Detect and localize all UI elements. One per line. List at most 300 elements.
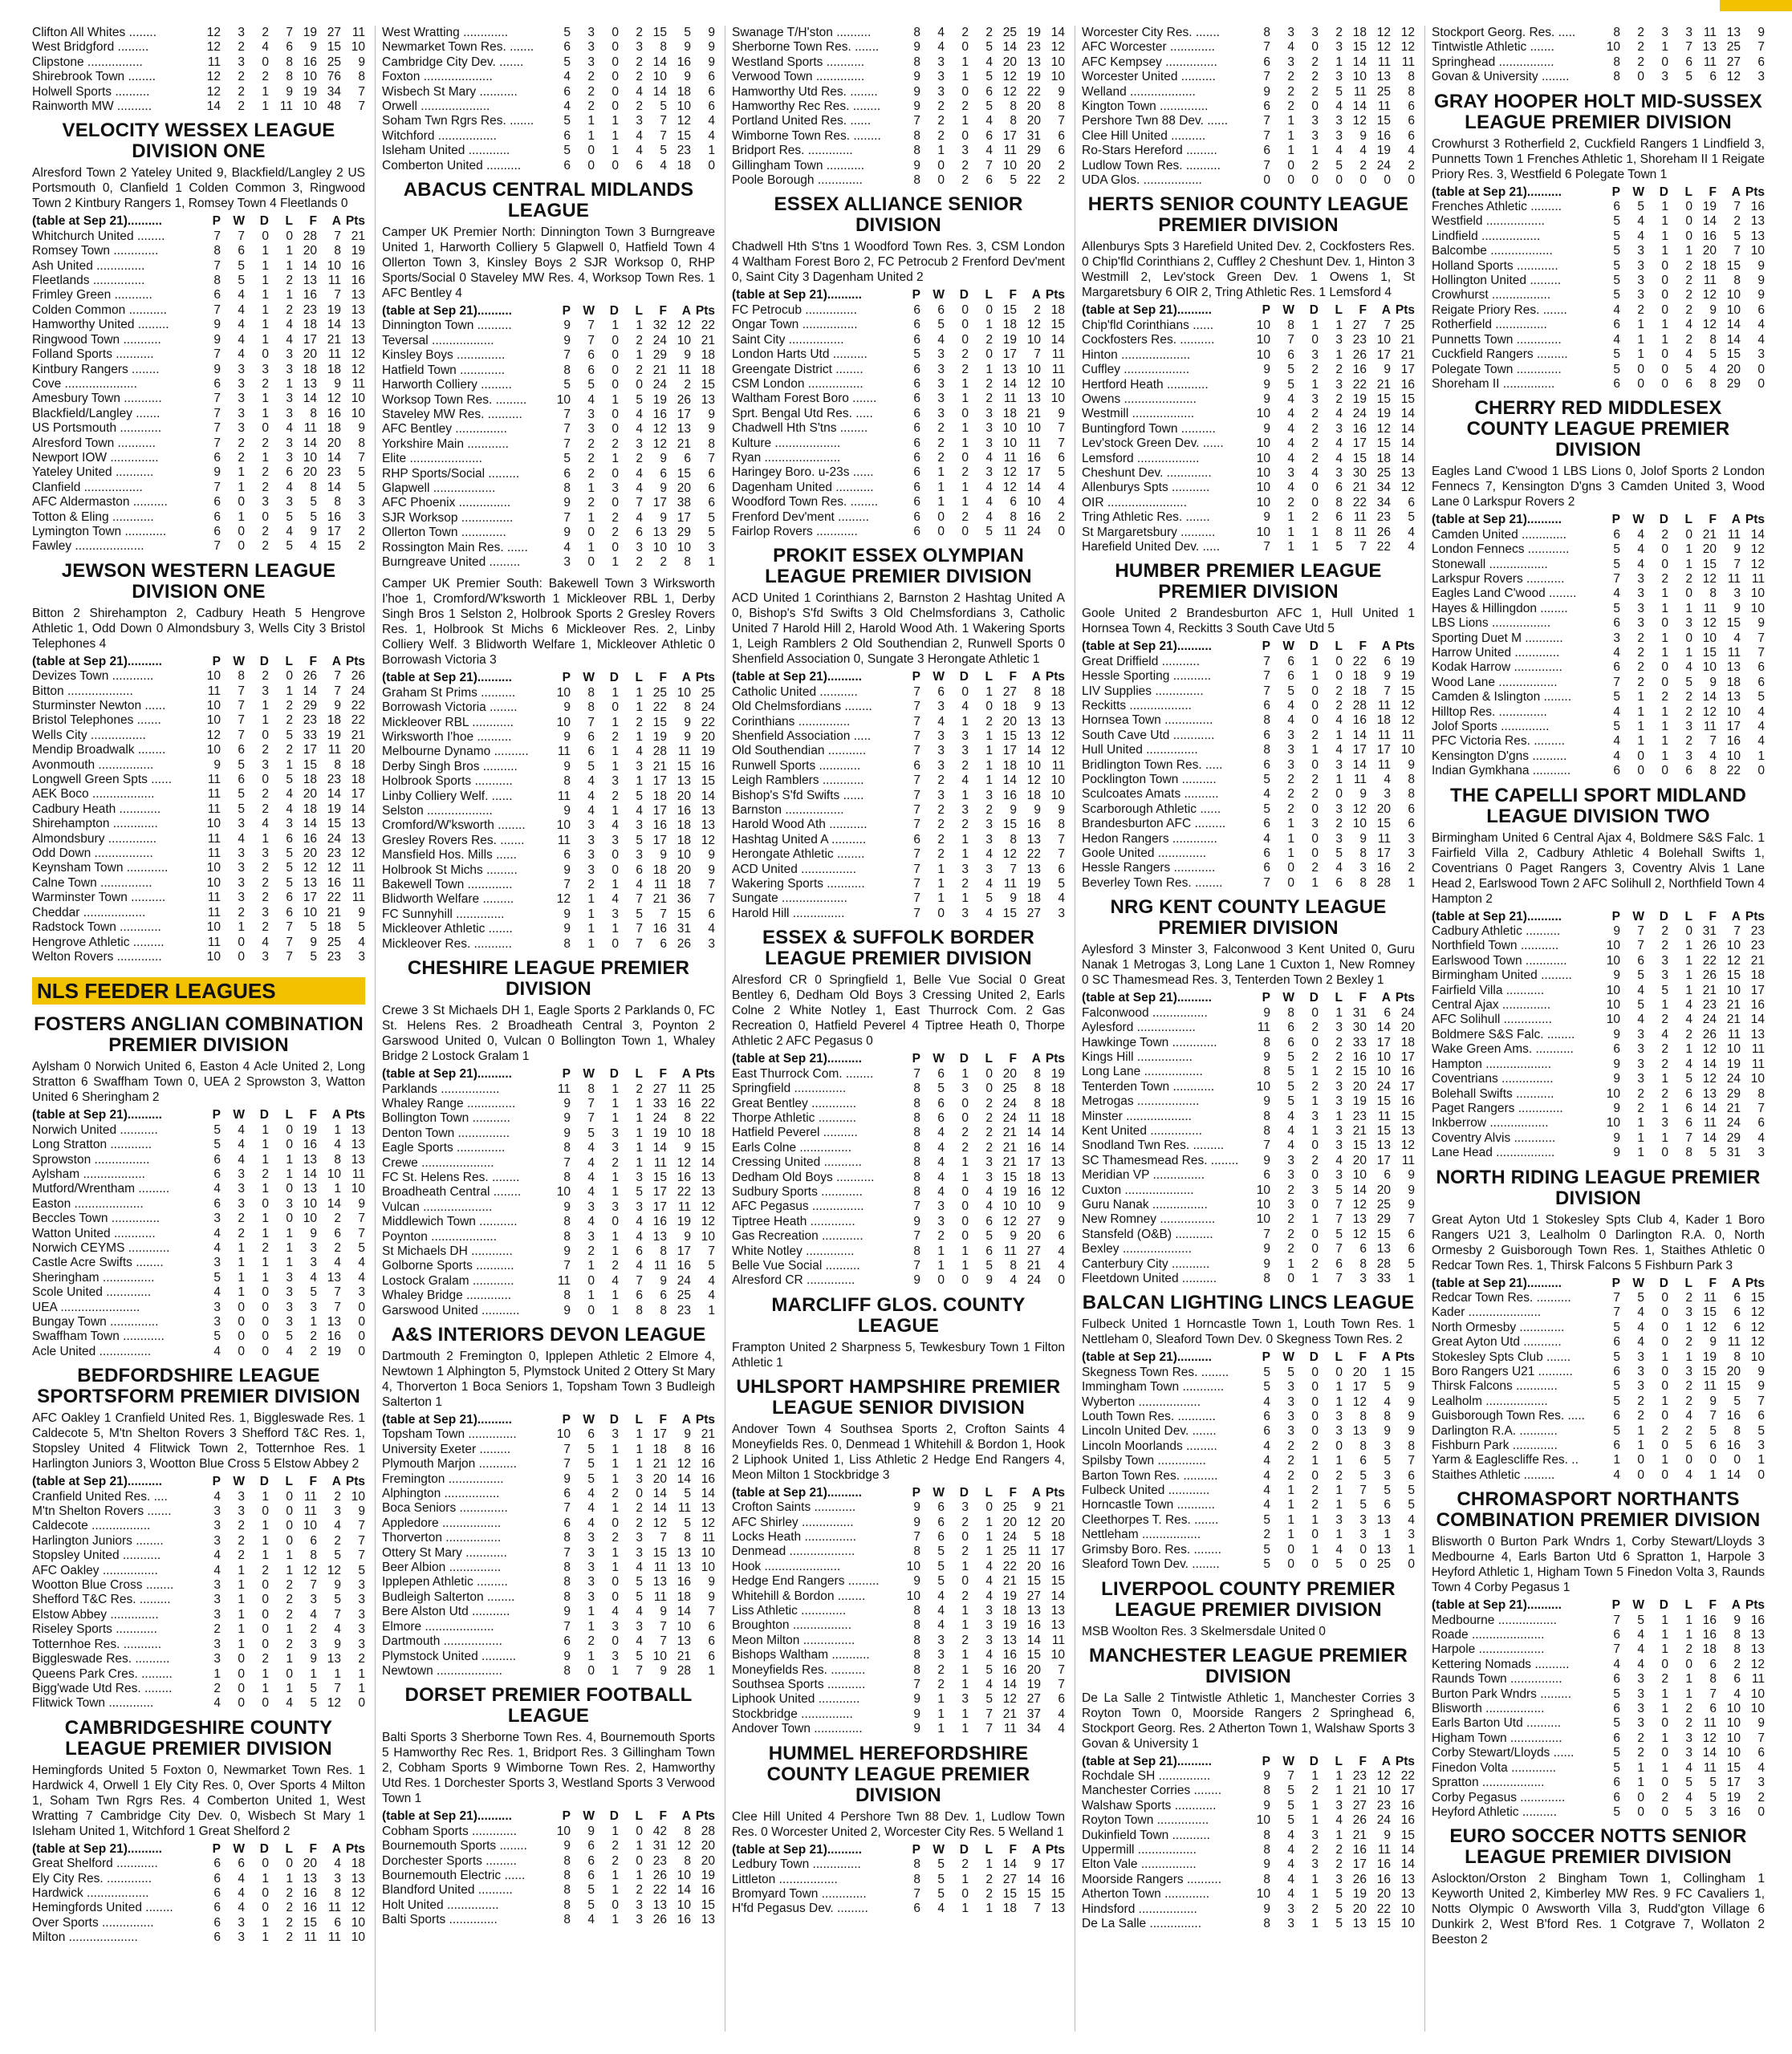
table-row [382, 1825, 715, 1839]
stat-cell: 4 [1637, 214, 1644, 229]
stat-cell: 10 [206, 920, 221, 935]
table-row [1082, 1873, 1415, 1887]
stat-cell: 4 [1637, 983, 1644, 997]
table-row [1432, 1365, 1765, 1379]
stat-cell: D [609, 304, 619, 319]
stat-cell: A [1381, 991, 1391, 1005]
stat-cell: 5 [1384, 1380, 1391, 1394]
team-name: Aylesford ................. [1082, 1021, 1196, 1035]
table-row [732, 1902, 1065, 1916]
stat-cell: 0 [238, 949, 245, 964]
stat-cell: 0 [961, 1184, 969, 1199]
stat-cell: 1 [1311, 743, 1319, 757]
stat-cell: 1 [612, 1457, 619, 1471]
stat-cell: 27 [1026, 1244, 1041, 1258]
stat-cell: A [1031, 1842, 1041, 1857]
column-4 [1075, 26, 1415, 2032]
stat-cell: P [912, 288, 920, 302]
team-name: Moneyfields Res. .......... [732, 1662, 866, 1677]
table-row [1082, 1228, 1415, 1242]
stat-cell: 8 [684, 1442, 691, 1456]
stat-cell: 2 [238, 99, 245, 114]
stat-cell: 1 [587, 1605, 595, 1619]
stat-cell: 13 [652, 1575, 667, 1589]
stat-cell: 8 [913, 1096, 920, 1110]
stat-cell: 0 [262, 1593, 269, 1607]
team-name: Guisborough Town Res. ..... [1432, 1409, 1585, 1423]
team-name: Yarm & Eaglescliffe Res. .. [1432, 1453, 1579, 1467]
stat-cell: 9 [1010, 803, 1017, 818]
table-row [382, 745, 715, 759]
stat-cell: 6 [660, 466, 667, 481]
stat-cell: 3 [213, 1519, 221, 1533]
stat-cell: 2 [612, 789, 619, 803]
stat-cell: 29 [1026, 144, 1041, 158]
stat-cell: 0 [1311, 1168, 1319, 1183]
table-row [1082, 1484, 1415, 1498]
stat-cell: 5 [310, 1681, 317, 1695]
stat-cell: A [681, 671, 691, 685]
stat-cell: 3 [1287, 1153, 1294, 1167]
stat-cell: 1 [961, 114, 969, 128]
stat-cell: 9 [310, 524, 317, 538]
stat-cell: 0 [262, 1578, 269, 1593]
stat-cell: 5 [563, 55, 571, 69]
team-name: Hampton ................... [1432, 1057, 1552, 1071]
stat-cell: 12 [1376, 26, 1391, 39]
stat-cell: 2 [1408, 861, 1415, 875]
stat-cell: 6 [1263, 1168, 1270, 1183]
stat-cell: 5 [1287, 1784, 1294, 1798]
stat-cell: 8 [1613, 55, 1620, 69]
stat-cell: 4 [636, 1229, 643, 1244]
team-name: Skegness Town Res. ........ [1082, 1365, 1229, 1379]
stat-cell: 13 [1376, 1242, 1391, 1256]
stat-cell: 3 [262, 684, 269, 698]
stat-cell: 19 [1002, 1618, 1017, 1633]
table-row [1082, 392, 1415, 407]
stat-cell: 15 [1026, 1574, 1041, 1589]
team-name: Tenterden Town ............ [1082, 1079, 1215, 1094]
stat-cell: 4 [1637, 1642, 1644, 1657]
stat-cell: 3 [1335, 70, 1343, 84]
stat-cell: 0 [1661, 288, 1668, 302]
team-name: Holbrook St Michs ......... [382, 863, 518, 877]
stat-cell: 4 [985, 1559, 993, 1573]
stat-cell: 3 [1661, 26, 1668, 39]
stat-cell: 0 [961, 318, 969, 332]
stat-cell: Pts [695, 304, 715, 319]
team-name: Long Lane ................. [1082, 1065, 1203, 1079]
team-name: Ringwood Town ........... [32, 332, 161, 347]
stat-cell: 5 [1613, 244, 1620, 258]
stat-cell: 1 [1661, 734, 1668, 749]
stat-cell: 0 [1733, 1453, 1741, 1467]
stat-cell: 26 [1702, 968, 1717, 983]
stat-cell: 13 [351, 318, 365, 332]
stat-cell: 20 [1726, 1364, 1741, 1378]
stat-cell: 4 [1287, 1857, 1294, 1872]
stat-cell: 27 [1726, 55, 1741, 69]
stat-cell: 9 [1263, 1094, 1270, 1109]
stat-cell: 2 [961, 158, 969, 173]
stat-cell: 1 [262, 1915, 269, 1930]
stat-cell: 3 [937, 1648, 945, 1662]
table-header-row [732, 1486, 1065, 1500]
stat-cell: 13 [1050, 1618, 1065, 1633]
team-name: Stopsley United ........... [32, 1549, 161, 1563]
stat-cell: 26 [1352, 1872, 1367, 1886]
stat-cell: 18 [327, 713, 341, 728]
stat-cell: 9 [708, 422, 715, 436]
stat-cell: 2 [587, 99, 595, 114]
stat-cell: 11 [557, 789, 571, 803]
stat-cell: 9 [1058, 803, 1065, 818]
stat-cell: 3 [587, 848, 595, 863]
stat-cell: 27 [1002, 1872, 1017, 1886]
stat-cell: 10 [1002, 421, 1017, 436]
stat-cell: 4 [1613, 1657, 1620, 1671]
stat-cell: 11 [1703, 1290, 1717, 1305]
stat-cell: 5 [937, 1886, 945, 1901]
stat-cell: 9 [1359, 128, 1367, 143]
stat-cell: 19 [1026, 70, 1041, 84]
stat-cell: 8 [563, 1531, 571, 1545]
stat-cell: 4 [985, 495, 993, 509]
stat-cell: Pts [1745, 513, 1765, 527]
stat-cell: 3 [1637, 244, 1644, 258]
stat-cell: 3 [1335, 1410, 1343, 1424]
team-name: Harold Wood Ath ........... [732, 818, 868, 832]
stat-cell: 25 [701, 685, 715, 700]
stat-cell: 2 [286, 302, 293, 317]
stat-cell: 3 [1661, 70, 1668, 84]
stat-cell: 21 [677, 1649, 691, 1663]
table-row [1432, 734, 1765, 749]
table-row [32, 1153, 365, 1167]
stat-cell: 1 [238, 509, 245, 524]
table-row [1432, 558, 1765, 572]
league-title: LIVERPOOL COUNTY PREMIER LEAGUE PREMIER DIVISION [1101, 1577, 1396, 1621]
stat-cell: 10 [701, 1545, 715, 1560]
table-row [1432, 1013, 1765, 1027]
stat-cell: 4 [1058, 480, 1065, 494]
stat-cell: 8 [213, 274, 221, 288]
stat-cell: 11 [677, 1082, 691, 1096]
team-name: Catholic United ........... [732, 684, 858, 699]
team-name: Rossington Main Res. ...... [382, 540, 528, 554]
stat-cell: 4 [1058, 1258, 1065, 1273]
stat-cell: 10 [1352, 817, 1367, 831]
stat-cell: 6 [1263, 817, 1270, 831]
team-name: Hayes & Hillingdon ........ [1432, 601, 1568, 615]
stat-cell: 7 [334, 669, 341, 684]
stat-cell: 0 [1311, 699, 1319, 712]
stat-cell: 2 [1637, 55, 1644, 69]
stat-cell: 3 [937, 406, 945, 420]
stat-cell: 3 [358, 1622, 365, 1637]
stat-cell: 20 [1002, 1515, 1017, 1529]
stat-cell: 13 [1352, 1424, 1367, 1439]
stat-cell: 3 [985, 788, 993, 802]
stat-cell: 3 [286, 1285, 293, 1300]
stat-cell: 6 [937, 1515, 945, 1529]
stat-cell: 19 [652, 730, 667, 744]
stat-cell: 3 [238, 875, 245, 890]
stat-cell: 4 [286, 318, 293, 332]
stat-cell: 4 [587, 1185, 595, 1200]
stat-cell: 1 [612, 759, 619, 773]
match-results: Eagles Land C'wood 1 LBS Lions 0, Jolof Sports 2 London Fennecs 7, Kensington D'gns 3 Camden United 3, Wood Lane 0 Larkspur Rovers 2 [1432, 465, 1765, 509]
stat-cell: 2 [1637, 675, 1644, 689]
team-name: Barnston ................. [732, 803, 844, 818]
stat-cell: 3 [238, 406, 245, 420]
team-name: Corby Stewart/Lloyds ...... [1432, 1746, 1575, 1760]
stat-cell: 4 [587, 1215, 595, 1229]
stat-cell: 13 [1352, 1916, 1367, 1930]
team-name: Harrow United ............. [1432, 645, 1560, 660]
table-row [382, 467, 715, 481]
stat-cell: 5 [563, 378, 571, 392]
stat-cell: 4 [1408, 1512, 1415, 1527]
stat-cell: 15 [1050, 1886, 1065, 1901]
table-row [32, 1901, 365, 1915]
stat-cell: 13 [1726, 26, 1741, 39]
stat-cell: 7 [213, 436, 221, 450]
stat-cell: 10 [1726, 1702, 1741, 1716]
table-row [382, 1898, 715, 1913]
stat-cell: 2 [1311, 1902, 1319, 1916]
stat-cell: 11 [1051, 347, 1065, 362]
team-name: Fulbeck United ............ [1082, 1484, 1210, 1498]
stat-cell: 0 [262, 1622, 269, 1637]
table-row [32, 1182, 365, 1196]
stat-cell: 10 [1750, 1702, 1765, 1716]
league-section [382, 958, 715, 1318]
stat-cell: 18 [701, 348, 715, 363]
stat-cell: 2 [1311, 84, 1319, 99]
stat-cell: 23 [1352, 1109, 1367, 1123]
stat-cell: 12 [1352, 1227, 1367, 1241]
stat-cell: 6 [1613, 1628, 1620, 1642]
team-name: Dagenham United ........... [732, 480, 874, 494]
team-name: Blandford United .......... [382, 1883, 513, 1898]
stat-cell: 4 [358, 1256, 365, 1270]
stat-cell: 4 [1709, 749, 1717, 763]
table-row [382, 922, 715, 936]
team-name: Reigate Priory Res. ....... [1432, 302, 1567, 317]
stat-cell: 2 [985, 714, 993, 729]
league-title: BEDFORDSHIRE LEAGUE SPORTSFORM PREMIER DIVISION [37, 1365, 360, 1408]
stat-cell: 10 [1256, 525, 1270, 539]
table-row [1082, 1257, 1415, 1272]
table-row [732, 525, 1065, 539]
stat-cell: 4 [213, 1563, 221, 1577]
stat-cell: 1 [1685, 601, 1692, 615]
stat-cell: 15 [1702, 1305, 1717, 1320]
column-2 [375, 26, 715, 2032]
stat-cell: 4 [587, 789, 595, 803]
table-row [382, 1546, 715, 1561]
stat-cell: 24 [327, 831, 341, 846]
stat-cell: 4 [1637, 1320, 1644, 1334]
stat-cell: 2 [262, 465, 269, 480]
stat-cell: 10 [1606, 953, 1620, 968]
stat-cell: 12 [1352, 114, 1367, 128]
stat-cell: 20 [327, 436, 341, 450]
stat-cell: 8 [1408, 773, 1415, 787]
stat-cell: 14 [1400, 407, 1415, 421]
stat-cell: 2 [660, 554, 667, 569]
table-row [732, 1530, 1065, 1545]
stat-cell: 17 [1400, 1049, 1415, 1064]
table-row [382, 700, 715, 715]
stat-cell: 5 [1709, 347, 1717, 362]
stat-cell: 1 [262, 1519, 269, 1533]
table-row [1432, 602, 1765, 616]
stat-cell: 6 [1613, 376, 1620, 391]
stat-cell: 5 [1263, 1365, 1270, 1379]
stat-cell: 7 [213, 347, 221, 362]
stat-cell: 16 [1026, 1184, 1041, 1199]
stat-cell: 3 [1408, 1528, 1415, 1542]
stat-cell: 5 [636, 1649, 643, 1663]
stat-cell: 20 [1026, 1229, 1041, 1244]
stat-cell: 21 [1352, 481, 1367, 495]
stat-cell: Pts [1045, 1842, 1065, 1857]
stat-cell: 3 [937, 758, 945, 773]
stat-cell: 1 [1335, 318, 1343, 332]
stat-cell: 16 [327, 406, 341, 420]
table-row [32, 1682, 365, 1696]
match-results: Dartmouth 2 Fremington 0, Ipplepen Athletic 2 Elmore 4, Newtown 1 Alphington 5, Plymstock United 2 Ottery St Mary 4, Thorverton 1 Boca Seniors 1, Topsham Town 3 Budleigh Salterton 1 [382, 1350, 715, 1409]
team-name: Worcester United .......... [1082, 70, 1216, 84]
stat-cell: 21 [652, 363, 667, 377]
stat-cell: 3 [1311, 347, 1319, 362]
stat-cell: 21 [1002, 1155, 1017, 1170]
league-table [1082, 639, 1415, 891]
stat-cell: 3 [1408, 846, 1415, 861]
team-name: ACD United ................ [732, 862, 857, 876]
stat-cell: 6 [1359, 1242, 1367, 1256]
stat-cell: 20 [1376, 802, 1391, 816]
team-name: Kings Hill ................ [1082, 1049, 1193, 1064]
table-row [1432, 274, 1765, 288]
stat-cell: 1 [612, 1545, 619, 1560]
stat-cell: 14 [1726, 332, 1741, 347]
stat-cell: 2 [1311, 1153, 1319, 1167]
stat-cell: 3 [262, 495, 269, 509]
stat-cell: 0 [1661, 1409, 1668, 1423]
stat-cell: 14 [1400, 1842, 1415, 1857]
match-results: Bitton 2 Shirehampton 2, Cadbury Heath 5 Hengrove Athletic 1, Odd Down 0 Almondsbury 3, Wells City 3 Bristol Telephones 4 [32, 606, 365, 651]
league-table [732, 1843, 1065, 1917]
stat-cell: 4 [985, 114, 993, 128]
stat-cell: 12 [1702, 704, 1717, 719]
stat-cell: 0 [1661, 376, 1668, 391]
stat-cell: 6 [1757, 302, 1765, 317]
team-name: Lealholm .................. [1432, 1394, 1548, 1408]
stat-cell: 8 [913, 55, 920, 69]
stat-cell: 37 [1026, 1707, 1041, 1721]
stat-cell: L [1684, 1276, 1692, 1290]
stat-cell: 29 [1726, 1131, 1741, 1145]
table-row [1082, 159, 1415, 173]
table-row [382, 159, 715, 173]
stat-cell: 16 [1352, 1842, 1367, 1857]
stat-cell: 5 [310, 495, 317, 509]
table-header-row [1432, 910, 1765, 924]
stat-cell: 6 [1733, 1290, 1741, 1305]
stat-cell: 25 [1726, 40, 1741, 55]
stat-cell: 6 [1408, 817, 1415, 831]
stat-cell: 16 [1026, 818, 1041, 832]
stat-cell: 6 [660, 936, 667, 951]
stat-cell: P [212, 1108, 221, 1122]
stat-cell: 0 [262, 773, 269, 787]
stat-cell: 2 [961, 1126, 969, 1140]
stat-cell: P [1262, 1350, 1270, 1365]
stat-cell: 18 [1352, 26, 1367, 39]
table-row [32, 1285, 365, 1300]
stat-cell: 7 [334, 1607, 341, 1622]
stat-cell: 2 [1685, 1423, 1692, 1438]
stat-cell: 7 [563, 878, 571, 892]
stat-cell: 12 [351, 362, 365, 376]
stat-cell: 3 [937, 744, 945, 758]
stat-cell: 0 [612, 84, 619, 99]
stat-cell: 3 [1311, 26, 1319, 39]
stat-cell: 9 [358, 905, 365, 919]
stat-cell: 2 [238, 905, 245, 919]
stat-cell: 19 [1026, 877, 1041, 891]
stat-cell: 12 [351, 347, 365, 362]
stat-cell: 11 [1377, 55, 1391, 69]
stat-cell: 11 [351, 861, 365, 875]
stat-cell: 4 [985, 450, 993, 465]
stat-cell: 1 [262, 1138, 269, 1152]
stat-cell: 17 [303, 332, 317, 347]
stat-cell: 18 [1050, 684, 1065, 699]
stat-cell: 3 [286, 347, 293, 362]
stat-cell: 20 [1026, 114, 1041, 128]
stat-cell: 7 [358, 1212, 365, 1226]
stat-cell: 16 [701, 1442, 715, 1456]
stat-cell: 14 [1702, 1131, 1717, 1145]
stat-cell: 10 [1050, 788, 1065, 802]
team-name: Shefford T&C Res. ......... [32, 1593, 171, 1607]
stat-cell: 3 [587, 1229, 595, 1244]
league-table [32, 26, 365, 114]
stat-cell: 0 [612, 26, 619, 39]
stat-cell: 6 [1384, 1168, 1391, 1183]
table-row [32, 421, 365, 436]
table-row [382, 907, 715, 922]
stat-cell: 8 [913, 1857, 920, 1872]
stat-cell: 19 [327, 802, 341, 816]
stat-cell: 0 [1263, 173, 1270, 188]
stat-cell: 1 [937, 891, 945, 906]
stat-cell: 1 [1661, 244, 1668, 258]
stat-cell: 0 [1661, 302, 1668, 317]
stat-cell: 4 [1287, 392, 1294, 406]
stat-cell: 2 [937, 114, 945, 128]
stat-cell: 11 [351, 875, 365, 890]
stat-cell: 7 [913, 803, 920, 818]
stat-cell: 0 [1311, 1242, 1319, 1256]
table-row [1432, 1072, 1765, 1086]
stat-cell: 2 [1311, 510, 1319, 525]
